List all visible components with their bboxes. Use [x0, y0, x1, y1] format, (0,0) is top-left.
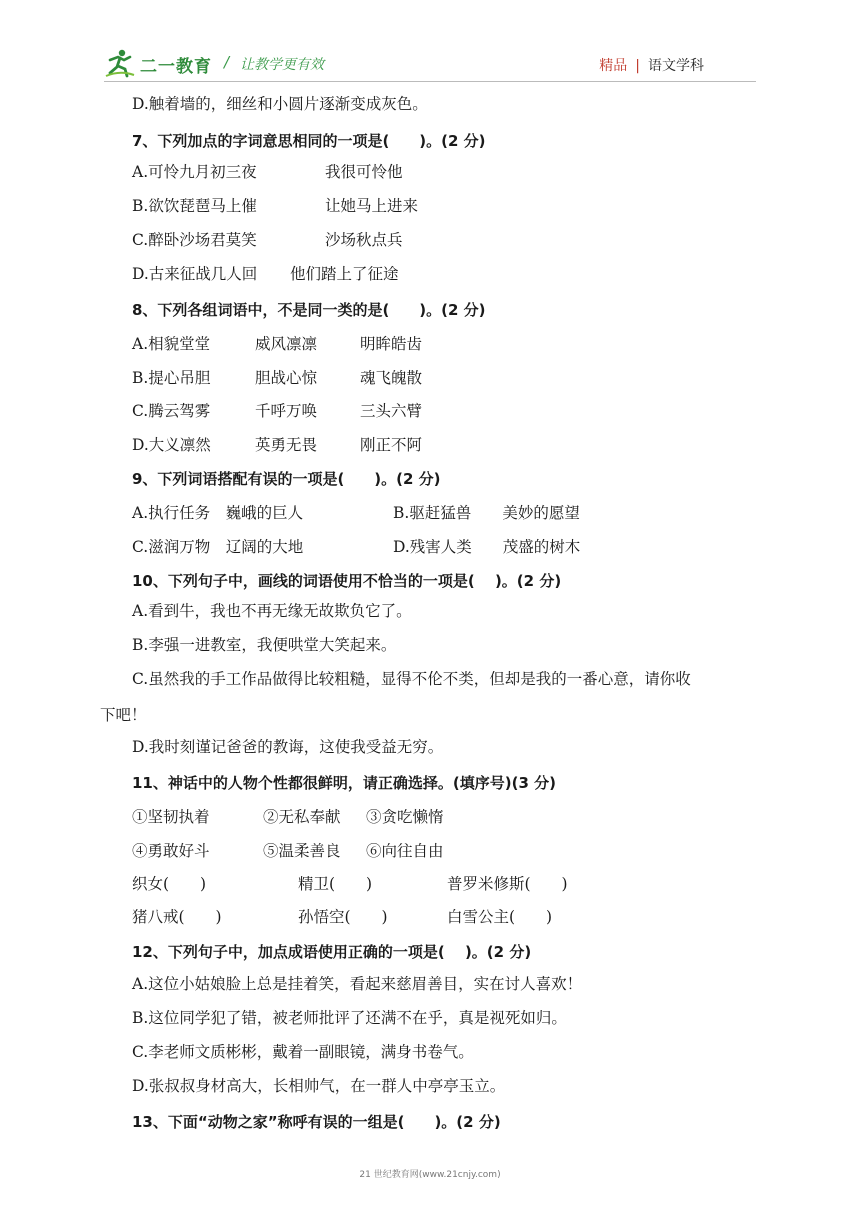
q9-option-c: C.滋润万物 辽阔的大地: [132, 538, 304, 556]
q8-b-1: B.提心吊胆: [132, 369, 211, 387]
q8-c-3: 三头六臂: [360, 402, 423, 420]
q11-person-4: 猪八戒( ): [132, 908, 222, 926]
q11-trait-4: ④勇敢好斗: [132, 842, 210, 860]
q8-c-1: C.腾云驾雾: [132, 402, 211, 420]
q11-person-1: 织女( ): [132, 875, 207, 893]
q11-person-5: 孙悟空( ): [298, 908, 388, 926]
q8-a-3: 明眸皓齿: [360, 335, 423, 353]
q7-option-b-left: B.欲饮琵琶马上催: [132, 197, 257, 215]
q7-option-c-left: C.醉卧沙场君莫笑: [132, 231, 257, 249]
q7-option-d-right: 他们踏上了征途: [290, 265, 399, 283]
brand-slogan: 让教学更有效: [240, 57, 324, 73]
q8-d-2: 英勇无畏: [255, 436, 318, 454]
question-11: 11、神话中的人物个性都很鲜明，请正确选择。(填序号)(3 分): [132, 774, 556, 792]
option-line: D.触着墙的，细丝和小圆片逐渐变成灰色。: [132, 95, 428, 113]
header-rule: [104, 81, 756, 82]
q11-trait-6: ⑥向往自由: [366, 842, 444, 860]
q11-trait-1: ①坚韧执着: [132, 808, 210, 826]
q7-option-d-left: D.古来征战几人回: [132, 265, 258, 283]
q8-a-1: A.相貌堂堂: [132, 335, 211, 353]
q10-option-c-continued: 下吧！: [100, 706, 147, 724]
q12-option-a: A.这位小姑娘脸上总是挂着笑，看起来慈眉善目，实在讨人喜欢！: [132, 975, 583, 993]
q9-option-d: D.残害人类 茂盛的树木: [393, 538, 581, 556]
q11-person-2: 精卫( ): [298, 875, 373, 893]
q7-option-b-right: 让她马上进来: [325, 197, 419, 215]
q10-option-b: B.李强一进教室，我便哄堂大笑起来。: [132, 636, 397, 654]
question-9: 9、下列词语搭配有误的一项是( )。(2 分): [132, 470, 441, 488]
quality-label: 精品: [599, 58, 628, 74]
question-10: 10、下列句子中，画线的词语使用不恰当的一项是( )。(2 分): [132, 572, 562, 590]
brand-name: 二一教育: [140, 57, 212, 77]
q11-trait-2: ②无私奉献: [263, 808, 341, 826]
q7-option-a-right: 我很可怜他: [325, 163, 403, 181]
runner-logo-icon: [104, 48, 136, 78]
page-header: [0, 0, 860, 82]
question-8: 8、下列各组词语中，不是同一类的是( )。(2 分): [132, 301, 486, 319]
q12-option-c: C.李老师文质彬彬，戴着一副眼镜，满身书卷气。: [132, 1043, 474, 1061]
page-footer: 21 世纪教育网(www.21cnjy.com): [359, 1170, 501, 1180]
header-right: [599, 55, 704, 75]
q8-b-3: 魂飞魄散: [360, 369, 423, 387]
header-divider: /: [224, 53, 230, 71]
q9-option-b: B.驱赶猛兽 美妙的愿望: [393, 504, 580, 522]
q8-c-2: 千呼万唤: [255, 402, 318, 420]
q12-option-d: D.张叔叔身材高大，长相帅气，在一群人中亭亭玉立。: [132, 1077, 506, 1095]
q8-d-3: 刚正不阿: [360, 436, 423, 454]
q7-option-a-left: A.可怜九月初三夜: [132, 163, 257, 181]
q11-person-3: 普罗米修斯( ): [447, 875, 568, 893]
q10-option-c: C.虽然我的手工作品做得比较粗糙，显得不伦不类，但却是我的一番心意，请你收: [132, 670, 691, 688]
q8-b-2: 胆战心惊: [255, 369, 318, 387]
q8-d-1: D.大义凛然: [132, 436, 211, 454]
header-separator: |: [635, 58, 640, 74]
q11-trait-5: ⑤温柔善良: [263, 842, 341, 860]
question-13: 13、下面“动物之家”称呼有误的一组是( )。(2 分): [132, 1113, 501, 1131]
question-7: 7、下列加点的字词意思相同的一项是( )。(2 分): [132, 132, 486, 150]
q10-option-d: D.我时刻谨记爸爸的教诲，这使我受益无穷。: [132, 738, 444, 756]
q8-a-2: 威风凛凛: [255, 335, 318, 353]
q11-person-6: 白雪公主( ): [447, 908, 553, 926]
subject-label: 语文学科: [648, 58, 704, 74]
q12-option-b: B.这位同学犯了错，被老师批评了还满不在乎，真是视死如归。: [132, 1009, 567, 1027]
question-12: 12、下列句子中，加点成语使用正确的一项是( )。(2 分): [132, 943, 532, 961]
q7-option-c-right: 沙场秋点兵: [325, 231, 403, 249]
q10-option-a: A.看到牛，我也不再无缘无故欺负它了。: [132, 602, 412, 620]
q11-trait-3: ③贪吃懒惰: [366, 808, 444, 826]
q9-option-a: A.执行任务 巍峨的巨人: [132, 504, 304, 522]
